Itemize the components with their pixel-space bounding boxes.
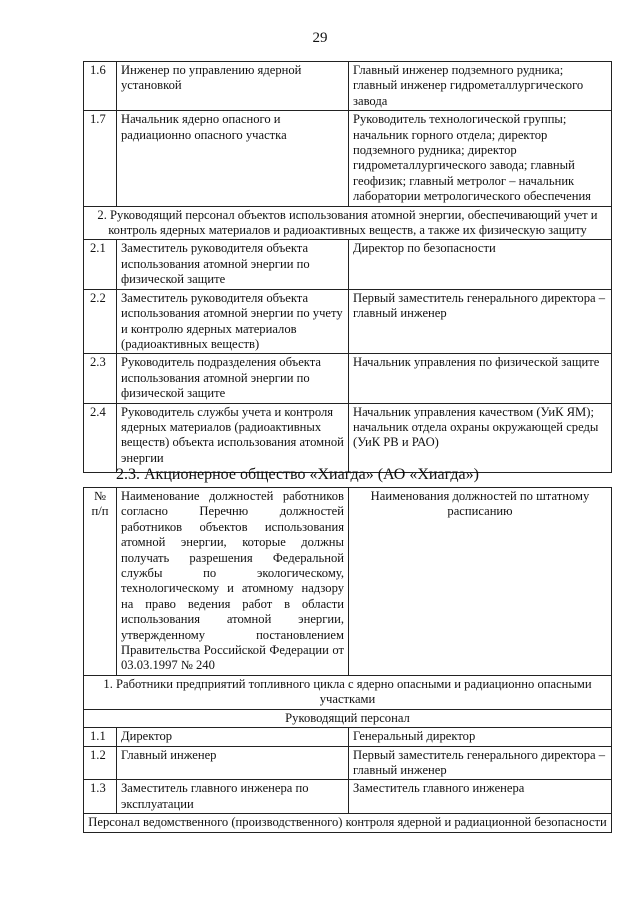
row-number: 1.6 <box>84 62 117 111</box>
table-row <box>84 780 612 814</box>
section-subtitle: Руководящий персонал <box>84 709 612 727</box>
position-cell: Заместитель главного инженера по эксплуатации <box>117 780 349 814</box>
page-number: 29 <box>312 30 328 46</box>
section-row <box>84 814 612 832</box>
staff-cell: Руководитель технологической группы; начальник горного отдела; директор подземного рудника; директор гидрометаллургического завода; главный геофизик; главный метролог – начальник лаборатории метрологического обеспечения <box>349 111 612 206</box>
staff-cell: Первый заместитель генерального директора – главный инженер <box>349 746 612 780</box>
row-number: 1.1 <box>84 728 117 746</box>
staff-cell: Генеральный директор <box>349 728 612 746</box>
row-number: 2.3 <box>84 354 117 403</box>
staff-table-2 <box>83 487 612 833</box>
position-cell: Главный инженер <box>117 746 349 780</box>
table-row <box>84 111 612 206</box>
row-number: 1.3 <box>84 780 117 814</box>
position-cell: Начальник ядерно опасного и радиационно опасного участка <box>117 111 349 206</box>
position-cell: Инженер по управлению ядерной установкой <box>117 62 349 111</box>
row-number: 2.2 <box>84 289 117 354</box>
row-number: 2.1 <box>84 240 117 289</box>
section-row <box>84 709 612 727</box>
header-position: Наименование должностей работников согласно Перечню должностей работников объектов использования атомной энергии, которые должны получать разрешения Федеральной службы по экологическому, технологическому и атомному надзору на право ведения работ в области использования атомной энергии, утвержденному постановлением Правительства Российской Федерации от 03.03.1997 № 240 <box>117 488 349 676</box>
staff-cell: Главный инженер подземного рудника; главный инженер гидрометаллургического завода <box>349 62 612 111</box>
staff-cell: Начальник управления качеством (УиК ЯМ); начальник отдела охраны окружающей среды (УиК РВ и РАО) <box>349 403 612 473</box>
position-cell: Директор <box>117 728 349 746</box>
position-cell: Заместитель руководителя объекта использования атомной энергии по физической защите <box>117 240 349 289</box>
section-row <box>84 206 612 240</box>
section-heading: 2.3. Акционерное общество «Хиагда» (АО «Хиагда») <box>116 466 479 483</box>
section-title: 1. Работники предприятий топливного цикла с ядерно опасными и радиационно опасными участками <box>84 675 612 709</box>
section-title: 2. Руководящий персонал объектов использования атомной энергии, обеспечивающий учет и контроль ядерных материалов и радиоактивных веществ, а также их физическую защиту <box>84 206 612 240</box>
staff-cell: Заместитель главного инженера <box>349 780 612 814</box>
row-number: 2.4 <box>84 403 117 473</box>
row-number: 1.2 <box>84 746 117 780</box>
staff-cell: Начальник управления по физической защите <box>349 354 612 403</box>
header-row <box>84 488 612 676</box>
position-cell: Руководитель подразделения объекта использования атомной энергии по физической защите <box>117 354 349 403</box>
position-cell: Заместитель руководителя объекта использования атомной энергии по учету и контролю ядерных материалов (радиоактивных веществ) <box>117 289 349 354</box>
staff-cell: Первый заместитель генерального директора – главный инженер <box>349 289 612 354</box>
table-row <box>84 62 612 111</box>
table-row <box>84 289 612 354</box>
section-row <box>84 675 612 709</box>
staff-cell: Директор по безопасности <box>349 240 612 289</box>
table-row <box>84 728 612 746</box>
position-cell: Руководитель службы учета и контроля ядерных материалов (радиоактивных веществ) объекта использования атомной энергии <box>117 403 349 473</box>
section-title: Персонал ведомственного (производственного) контроля ядерной и радиационной безопасности <box>84 814 612 832</box>
header-num: № п/п <box>84 488 117 676</box>
header-staff: Наименования должностей по штатному расписанию <box>349 488 612 676</box>
table-row <box>84 240 612 289</box>
row-number: 1.7 <box>84 111 117 206</box>
staff-table-1 <box>83 61 612 473</box>
table-row <box>84 746 612 780</box>
table-row <box>84 403 612 473</box>
table-row <box>84 354 612 403</box>
